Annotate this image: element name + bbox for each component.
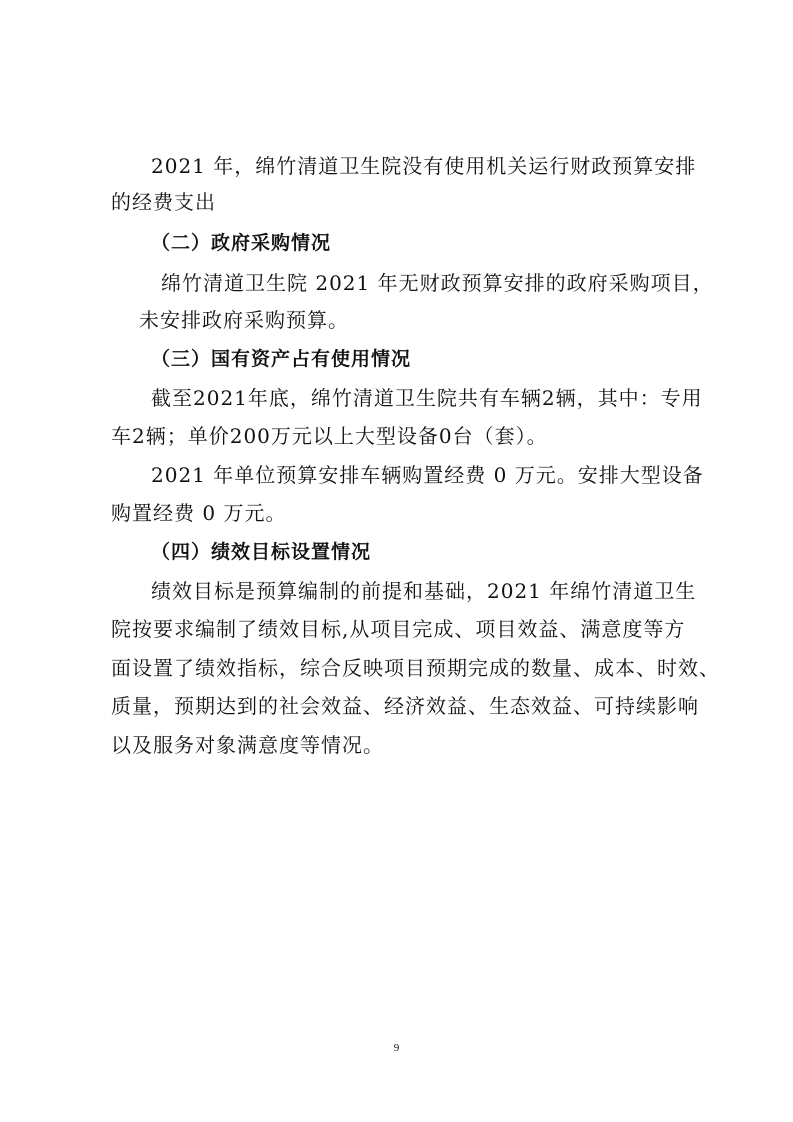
section3-p1-line2: 车2辆；单价200万元以上大型设备0台（套）。	[111, 424, 548, 448]
section4-line3: 面设置了绩效指标，综合反映项目预期完成的数量、成本、时效、	[111, 656, 720, 680]
section4-line2: 院按要求编制了绩效目标,从项目完成、项目效益、满意度等方	[111, 617, 686, 641]
page-number: 9	[393, 1042, 400, 1054]
section4-heading: （四）绩效目标设置情况	[151, 541, 372, 563]
section3-p2-line1: 2021 年单位预算安排车辆购置经费 0 万元。安排大型设备	[151, 463, 704, 487]
section4-line1: 绩效目标是预算编制的前提和基础，2021 年绵竹清道卫生	[151, 579, 697, 603]
section3-p2-line2: 购置经费 0 万元。	[111, 501, 287, 525]
section4-line4: 质量，预期达到的社会效益、经济效益、生态效益、可持续影响	[111, 694, 699, 718]
section1-line1: 2021 年，绵竹清道卫生院没有使用机关运行财政预算安排	[151, 154, 697, 178]
section2-line1: 绵竹清道卫生院 2021 年无财政预算安排的政府采购项目，	[161, 271, 714, 295]
section2-heading: （二）政府采购情况	[151, 232, 332, 254]
section4-line5: 以及服务对象满意度等情况。	[111, 733, 384, 757]
section3-p1-line1: 截至2021年底，绵竹清道卫生院共有车辆2辆，其中：专用	[151, 386, 703, 410]
section3-heading: （三）国有资产占有使用情况	[151, 348, 412, 370]
section2-line2: 未安排政府采购预算。	[139, 308, 349, 332]
section1-line2: 的经费支出	[111, 190, 216, 214]
